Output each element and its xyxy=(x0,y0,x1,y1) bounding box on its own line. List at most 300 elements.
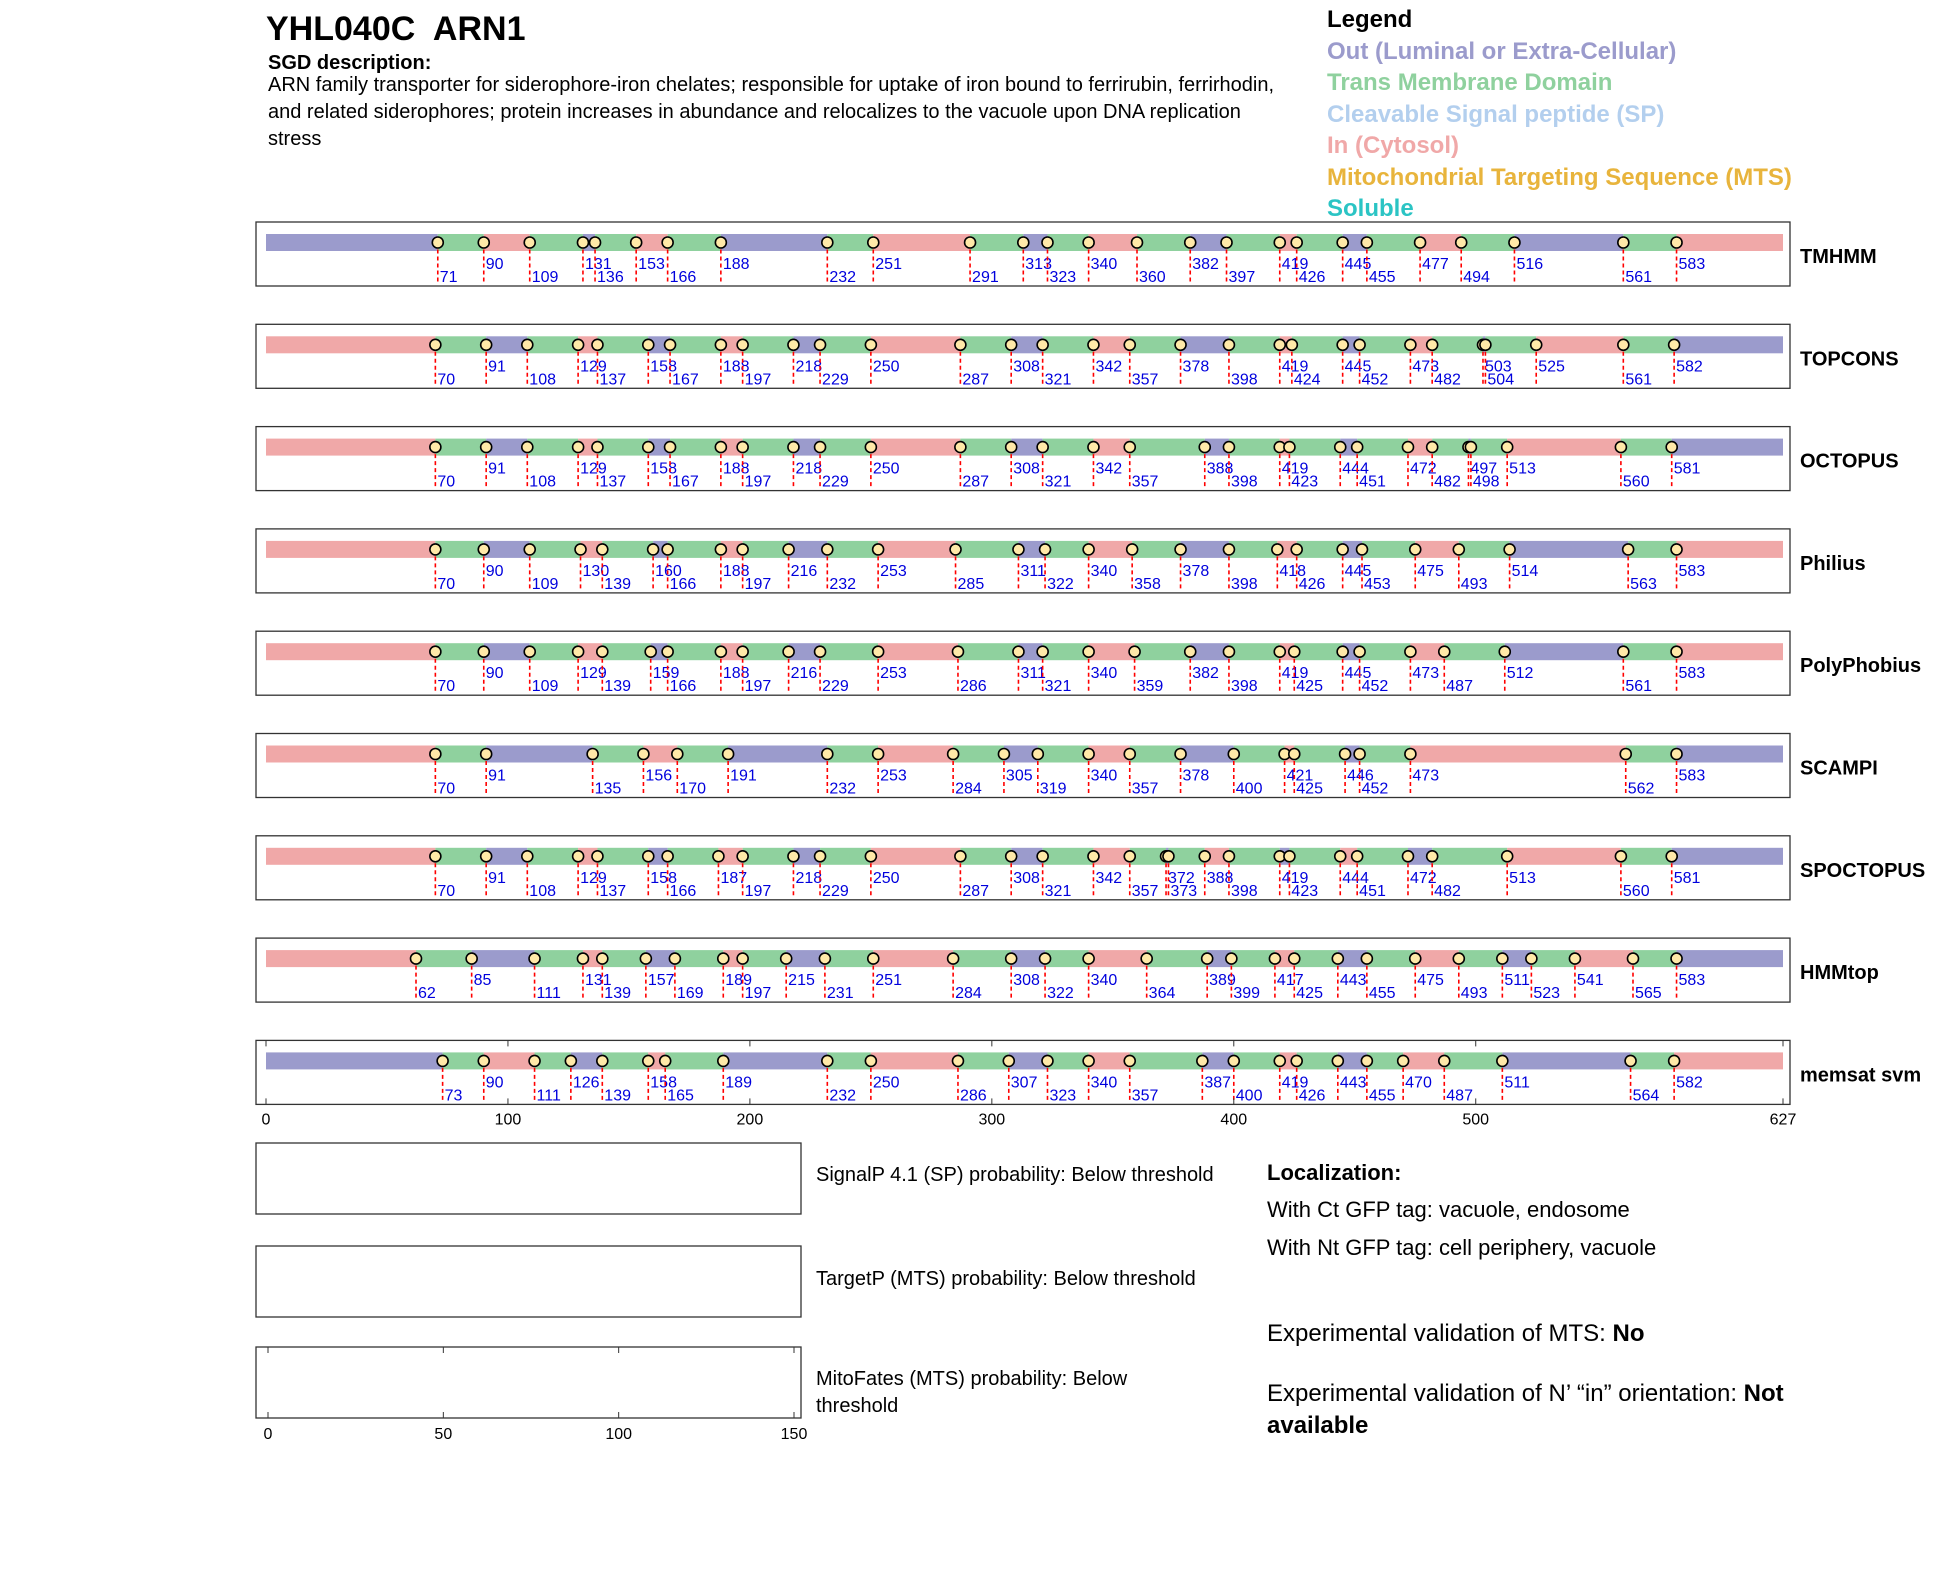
boundary-marker xyxy=(1666,442,1677,453)
boundary-label: 197 xyxy=(744,985,772,1003)
boundary-marker xyxy=(1221,237,1232,248)
segment-tm xyxy=(668,643,721,660)
boundary-marker xyxy=(1427,851,1438,862)
boundary-label: 156 xyxy=(645,767,673,785)
boundary-marker xyxy=(665,339,676,350)
segment-tm xyxy=(435,746,486,763)
boundary-marker xyxy=(1623,544,1634,555)
boundary-marker xyxy=(1361,237,1372,248)
localization-heading: Localization: xyxy=(1267,1160,1402,1185)
segment-out xyxy=(1181,746,1234,763)
boundary-marker xyxy=(865,1055,876,1066)
boundary-marker xyxy=(478,544,489,555)
boundary-label: 340 xyxy=(1090,767,1118,785)
boundary-label: 91 xyxy=(488,767,506,785)
boundary-label: 487 xyxy=(1446,678,1473,696)
boundary-marker xyxy=(432,237,443,248)
boundary-marker xyxy=(873,646,884,657)
boundary-label: 357 xyxy=(1131,1087,1159,1105)
boundary-label: 135 xyxy=(594,780,622,798)
boundary-label: 291 xyxy=(972,269,999,286)
boundary-label: 455 xyxy=(1368,985,1396,1003)
boundary-marker xyxy=(1127,544,1138,555)
boundary-label: 513 xyxy=(1509,869,1536,887)
boundary-marker xyxy=(737,544,748,555)
segment-tm xyxy=(1531,950,1575,967)
segment-tm xyxy=(958,643,1018,660)
boundary-marker xyxy=(1185,646,1196,657)
boundary-marker xyxy=(662,646,673,657)
boundary-marker xyxy=(430,442,441,453)
segment-out xyxy=(1672,439,1783,456)
boundary-marker xyxy=(592,339,603,350)
boundary-label: 340 xyxy=(1090,1074,1118,1092)
prob-x-tick-label: 150 xyxy=(780,1426,808,1443)
boundary-marker xyxy=(1129,646,1140,657)
legend-item-in: In (Cytosol) xyxy=(1327,132,1459,159)
segment-tm xyxy=(1294,950,1338,967)
boundary-marker xyxy=(1032,749,1043,760)
boundary-label: 158 xyxy=(650,358,677,376)
segment-tm xyxy=(527,336,578,353)
boundary-marker xyxy=(1199,442,1210,453)
boundary-label: 424 xyxy=(1293,371,1321,389)
boundary-label: 400 xyxy=(1235,780,1263,798)
boundary-label: 62 xyxy=(418,985,436,1003)
segment-tm xyxy=(1043,336,1094,353)
boundary-label: 475 xyxy=(1417,972,1444,990)
boundary-label: 188 xyxy=(722,358,750,376)
boundary-label: 357 xyxy=(1131,780,1159,798)
boundary-marker xyxy=(592,851,603,862)
legend-item-mts: Mitochondrial Targeting Sequence (MTS) xyxy=(1327,163,1792,191)
segment-in xyxy=(873,234,970,251)
segment-tm xyxy=(1444,1052,1502,1069)
boundary-marker xyxy=(1274,1055,1285,1066)
boundary-marker xyxy=(1289,749,1300,760)
track-polyphobius xyxy=(256,631,1921,695)
segment-in xyxy=(878,643,958,660)
boundary-marker xyxy=(737,953,748,964)
boundary-label: 426 xyxy=(1298,269,1326,286)
boundary-label: 167 xyxy=(672,473,699,491)
boundary-label: 443 xyxy=(1339,1074,1367,1092)
segment-tm xyxy=(1485,336,1536,353)
boundary-marker xyxy=(1502,851,1513,862)
boundary-marker xyxy=(1671,749,1682,760)
boundary-marker xyxy=(1497,953,1508,964)
boundary-label: 452 xyxy=(1361,780,1389,798)
track-name: PolyPhobius xyxy=(1800,655,1922,678)
boundary-label: 563 xyxy=(1630,575,1657,593)
boundary-label: 139 xyxy=(604,985,632,1003)
segment-tm xyxy=(1362,541,1415,558)
boundary-label: 232 xyxy=(829,269,857,286)
boundary-label: 497 xyxy=(1470,460,1498,478)
boundary-label: 583 xyxy=(1678,767,1706,785)
boundary-label: 425 xyxy=(1296,678,1323,696)
boundary-marker xyxy=(524,237,535,248)
boundary-label: 129 xyxy=(580,460,607,478)
boundary-label: 165 xyxy=(667,1087,694,1105)
segment-tm xyxy=(1229,336,1280,353)
boundary-label: 305 xyxy=(1005,767,1033,785)
legend-item-out: Out (Luminal or Extra-Cellular) xyxy=(1327,37,1677,65)
validation-mts xyxy=(1267,1318,1867,1350)
boundary-label: 187 xyxy=(720,869,748,887)
boundary-label: 477 xyxy=(1422,256,1449,273)
track-frame xyxy=(256,529,1790,593)
segment-tm xyxy=(827,234,873,251)
segment-tm xyxy=(416,950,472,967)
boundary-label: 378 xyxy=(1182,562,1210,580)
boundary-marker xyxy=(1427,442,1438,453)
legend-item-tm: Trans Membrane Domain xyxy=(1327,69,1613,96)
boundary-marker xyxy=(955,339,966,350)
boundary-marker xyxy=(1669,339,1680,350)
boundary-label: 285 xyxy=(957,575,985,593)
boundary-label: 70 xyxy=(437,575,456,593)
segment-tm xyxy=(743,950,787,967)
boundary-marker xyxy=(662,851,673,862)
boundary-marker xyxy=(1352,851,1363,862)
segment-out xyxy=(1181,336,1229,353)
boundary-marker xyxy=(1124,851,1135,862)
segment-tm xyxy=(1130,1052,1203,1069)
segment-in xyxy=(266,848,435,865)
segment-in xyxy=(484,1052,535,1069)
track-frame xyxy=(256,734,1790,798)
segment-in xyxy=(1089,950,1147,967)
segment-in xyxy=(1677,541,1783,558)
segment-tm xyxy=(1357,439,1408,456)
boundary-marker xyxy=(660,1055,671,1066)
track-name: OCTOPUS xyxy=(1800,450,1899,473)
segment-tm xyxy=(960,848,1011,865)
segment-tm xyxy=(1294,746,1345,763)
boundary-marker xyxy=(1453,544,1464,555)
boundary-label: 253 xyxy=(880,665,907,683)
boundary-marker xyxy=(1083,237,1094,248)
boundary-label: 139 xyxy=(604,678,632,696)
boundary-label: 482 xyxy=(1434,371,1461,389)
boundary-marker xyxy=(672,749,683,760)
boundary-label: 216 xyxy=(790,665,818,683)
boundary-label: 452 xyxy=(1361,678,1389,696)
boundary-marker xyxy=(645,646,656,657)
boundary-marker xyxy=(1671,544,1682,555)
boundary-marker xyxy=(718,953,729,964)
boundary-label: 514 xyxy=(1511,562,1539,580)
boundary-marker xyxy=(1291,544,1302,555)
boundary-marker xyxy=(1088,339,1099,350)
segment-out xyxy=(728,746,827,763)
boundary-label: 251 xyxy=(875,256,902,273)
boundary-label: 453 xyxy=(1364,575,1391,593)
segment-tm xyxy=(1229,848,1280,865)
boundary-marker xyxy=(1337,544,1348,555)
boundary-marker xyxy=(713,851,724,862)
boundary-marker xyxy=(1286,339,1297,350)
boundary-marker xyxy=(643,851,654,862)
boundary-label: 307 xyxy=(1010,1074,1038,1092)
boundary-marker xyxy=(998,749,1009,760)
segment-tm xyxy=(668,234,721,251)
boundary-marker xyxy=(1456,237,1467,248)
x-tick-label: 100 xyxy=(494,1111,522,1129)
boundary-label: 340 xyxy=(1090,972,1118,990)
segment-out xyxy=(1502,1052,1630,1069)
boundary-marker xyxy=(815,442,826,453)
boundary-label: 342 xyxy=(1095,869,1123,887)
validation-orientation-value: Not available xyxy=(1267,1380,1784,1439)
boundary-marker xyxy=(788,339,799,350)
segment-tm xyxy=(597,336,648,353)
segment-tm xyxy=(1633,950,1677,967)
boundary-label: 308 xyxy=(1013,460,1040,478)
boundary-label: 357 xyxy=(1131,882,1159,900)
boundary-marker xyxy=(1088,851,1099,862)
boundary-marker xyxy=(1332,953,1343,964)
boundary-marker xyxy=(715,646,726,657)
boundary-label: 232 xyxy=(829,780,857,798)
prob-x-tick-label: 0 xyxy=(263,1426,273,1443)
boundary-marker xyxy=(1354,339,1365,350)
boundary-marker xyxy=(865,851,876,862)
boundary-label: 581 xyxy=(1673,869,1701,887)
boundary-label: 137 xyxy=(599,371,627,389)
boundary-marker xyxy=(1083,544,1094,555)
boundary-marker xyxy=(815,646,826,657)
boundary-label: 425 xyxy=(1296,985,1323,1003)
boundary-label: 445 xyxy=(1344,256,1372,273)
boundary-label: 197 xyxy=(744,575,772,593)
segment-out xyxy=(266,1052,443,1069)
boundary-marker xyxy=(822,237,833,248)
boundary-marker xyxy=(1332,1055,1343,1066)
boundary-label: 397 xyxy=(1228,269,1256,286)
segment-tm xyxy=(593,746,644,763)
boundary-label: 418 xyxy=(1279,562,1307,580)
boundary-marker xyxy=(1124,1055,1135,1066)
boundary-label: 387 xyxy=(1204,1074,1232,1092)
boundary-marker xyxy=(1006,442,1017,453)
boundary-marker xyxy=(1410,953,1421,964)
boundary-marker xyxy=(1402,442,1413,453)
segment-tm xyxy=(602,1052,648,1069)
boundary-label: 525 xyxy=(1538,358,1565,376)
boundary-label: 169 xyxy=(676,985,704,1003)
boundary-marker xyxy=(1202,953,1213,964)
boundary-marker xyxy=(815,339,826,350)
track-frame xyxy=(256,222,1790,286)
boundary-label: 108 xyxy=(529,371,557,389)
boundary-label: 582 xyxy=(1676,358,1703,376)
boundary-label: 253 xyxy=(880,767,907,785)
boundary-label: 583 xyxy=(1678,562,1706,580)
boundary-label: 311 xyxy=(1020,665,1046,683)
boundary-label: 90 xyxy=(485,562,504,580)
segment-tm xyxy=(597,439,648,456)
boundary-marker xyxy=(597,646,608,657)
boundary-label: 419 xyxy=(1281,460,1309,478)
boundary-marker xyxy=(737,646,748,657)
boundary-marker xyxy=(631,237,642,248)
boundary-marker xyxy=(1504,544,1515,555)
sgd-description: ARN family transporter for siderophore-iron chelates; responsible for uptake of iron bound to ferrirubin, ferrirhodin, and related siderophores; protein increases in abundance and relocalizes to the vacuole upon DNA replication stress xyxy=(268,74,1275,150)
segment-tm xyxy=(1130,439,1205,456)
segment-tm xyxy=(1360,643,1411,660)
boundary-marker xyxy=(573,339,584,350)
validation-mts-value: No xyxy=(1612,1320,1645,1347)
segment-tm xyxy=(1367,950,1415,967)
signalp-text: SignalP 4.1 (SP) probability: Below threshold xyxy=(816,1164,1214,1186)
boundary-label: 323 xyxy=(1049,269,1077,286)
boundary-label: 473 xyxy=(1412,665,1440,683)
segment-in xyxy=(1089,643,1135,660)
segment-tm xyxy=(1227,234,1280,251)
boundary-marker xyxy=(715,442,726,453)
boundary-marker xyxy=(524,544,535,555)
boundary-label: 250 xyxy=(872,358,900,376)
boundary-marker xyxy=(1274,339,1285,350)
boundary-label: 443 xyxy=(1339,972,1367,990)
boundary-marker xyxy=(1226,953,1237,964)
boundary-label: 111 xyxy=(536,1087,561,1105)
boundary-marker xyxy=(524,646,535,657)
boundary-marker xyxy=(952,646,963,657)
boundary-marker xyxy=(430,646,441,657)
segment-in xyxy=(878,541,955,558)
boundary-label: 364 xyxy=(1148,985,1176,1003)
track-frame xyxy=(256,631,1790,695)
boundary-label: 319 xyxy=(1039,780,1067,798)
boundary-marker xyxy=(597,1055,608,1066)
boundary-label: 340 xyxy=(1090,256,1118,273)
boundary-label: 398 xyxy=(1230,371,1258,389)
boundary-marker xyxy=(481,851,492,862)
gene-systematic-name: YHL040C xyxy=(266,10,416,48)
boundary-label: 308 xyxy=(1013,972,1040,990)
boundary-marker xyxy=(1410,544,1421,555)
segment-tm xyxy=(953,950,1011,967)
boundary-marker xyxy=(1627,953,1638,964)
boundary-marker xyxy=(522,442,533,453)
boundary-marker xyxy=(522,339,533,350)
boundary-label: 470 xyxy=(1405,1074,1432,1092)
boundary-label: 287 xyxy=(962,371,990,389)
boundary-label: 131 xyxy=(584,972,612,990)
signalp-box xyxy=(256,1143,801,1214)
boundary-marker xyxy=(1291,1055,1302,1066)
boundary-label: 512 xyxy=(1506,665,1534,683)
boundary-label: 472 xyxy=(1409,869,1437,887)
boundary-marker xyxy=(737,851,748,862)
boundary-marker xyxy=(481,339,492,350)
boundary-marker xyxy=(573,646,584,657)
segment-tm xyxy=(435,439,486,456)
boundary-label: 157 xyxy=(647,972,675,990)
segment-tm xyxy=(1130,336,1181,353)
boundary-marker xyxy=(1405,339,1416,350)
boundary-label: 482 xyxy=(1434,473,1461,491)
boundary-marker xyxy=(815,851,826,862)
boundary-marker xyxy=(1269,953,1280,964)
segment-tm xyxy=(1043,643,1089,660)
boundary-label: 311 xyxy=(1020,562,1046,580)
boundary-label: 359 xyxy=(1136,678,1164,696)
boundary-marker xyxy=(643,1055,654,1066)
segment-tm xyxy=(1043,848,1094,865)
segment-tm xyxy=(1459,541,1510,558)
boundary-marker xyxy=(819,953,830,964)
track-octopus xyxy=(256,427,1899,491)
boundary-marker xyxy=(1274,237,1285,248)
boundary-marker xyxy=(1402,851,1413,862)
boundary-label: 158 xyxy=(650,460,677,478)
boundary-label: 70 xyxy=(437,371,456,389)
boundary-marker xyxy=(1671,953,1682,964)
boundary-label: 321 xyxy=(1044,678,1072,696)
boundary-marker xyxy=(1223,646,1234,657)
segment-tm xyxy=(1432,848,1507,865)
boundary-label: 321 xyxy=(1044,371,1072,389)
boundary-label: 130 xyxy=(582,562,610,580)
boundary-marker xyxy=(1006,851,1017,862)
segment-in xyxy=(1507,848,1621,865)
boundary-marker xyxy=(718,1055,729,1066)
boundary-marker xyxy=(1272,544,1283,555)
boundary-label: 188 xyxy=(722,665,750,683)
boundary-marker xyxy=(643,442,654,453)
boundary-label: 562 xyxy=(1627,780,1655,798)
boundary-marker xyxy=(638,749,649,760)
boundary-marker xyxy=(1354,646,1365,657)
boundary-label: 541 xyxy=(1576,972,1604,990)
boundary-label: 218 xyxy=(795,869,823,887)
segment-tm xyxy=(1038,746,1089,763)
boundary-label: 70 xyxy=(437,882,456,900)
boundary-marker xyxy=(1615,851,1626,862)
boundary-marker xyxy=(1502,442,1513,453)
boundary-marker xyxy=(737,339,748,350)
boundary-marker xyxy=(737,442,748,453)
boundary-label: 197 xyxy=(744,473,772,491)
segment-tm xyxy=(1459,950,1503,967)
boundary-label: 445 xyxy=(1344,562,1372,580)
boundary-marker xyxy=(1223,339,1234,350)
segment-in xyxy=(1415,541,1459,558)
boundary-label: 419 xyxy=(1281,1074,1309,1092)
prob-x-tick-label: 50 xyxy=(434,1426,453,1443)
segment-in xyxy=(266,439,435,456)
boundary-marker xyxy=(1625,1055,1636,1066)
boundary-marker xyxy=(669,953,680,964)
boundary-label: 419 xyxy=(1281,256,1309,273)
segment-tm xyxy=(435,541,483,558)
boundary-label: 472 xyxy=(1409,460,1437,478)
segment-in xyxy=(871,848,961,865)
segment-tm xyxy=(1623,643,1676,660)
segment-tm xyxy=(1297,541,1343,558)
boundary-marker xyxy=(1427,339,1438,350)
segment-tm xyxy=(960,336,1011,353)
track-topcons xyxy=(256,324,1899,388)
boundary-marker xyxy=(1199,851,1210,862)
track-name: SCAMPI xyxy=(1800,757,1878,780)
segment-tm xyxy=(1631,1052,1675,1069)
boundary-label: 229 xyxy=(822,371,849,389)
